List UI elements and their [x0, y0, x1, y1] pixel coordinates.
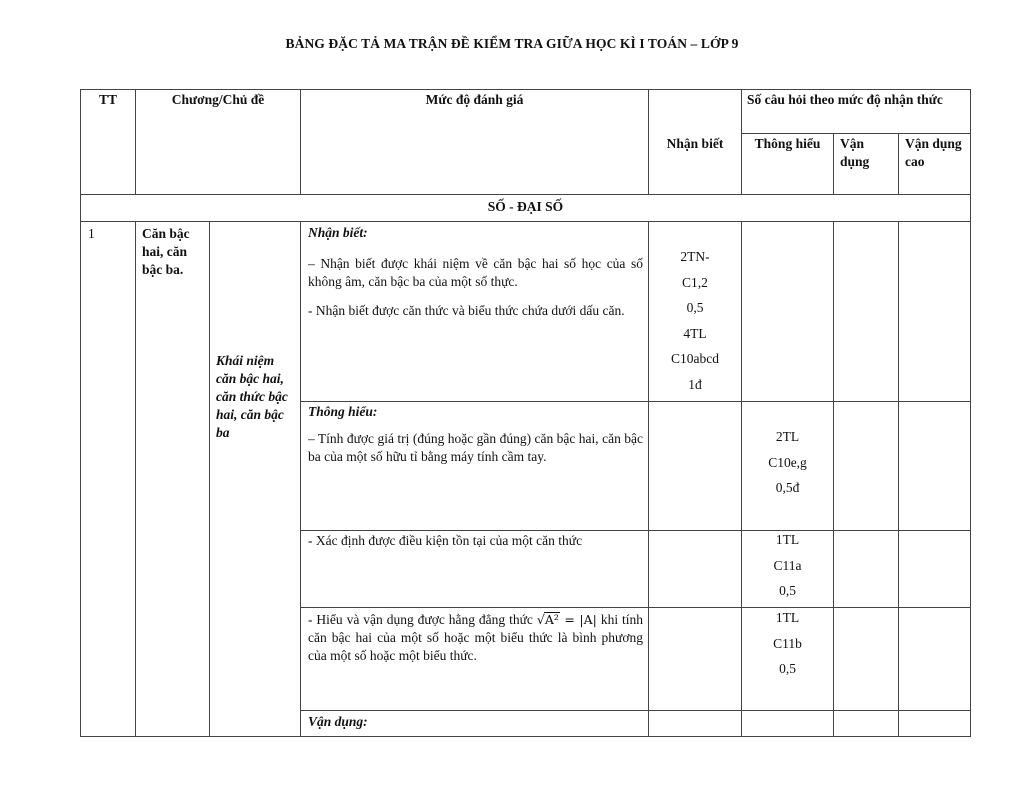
item-3-text-pre: - Hiểu và vận dụng được hằng đẳng thức	[308, 612, 533, 627]
thong-hieu-count-1	[742, 424, 833, 501]
header-nhan-biet: Nhận biết	[666, 136, 724, 151]
count-line: 0,5	[779, 661, 796, 676]
count-line: 1TL	[775, 610, 800, 625]
count-line: C10e,g	[768, 454, 807, 470]
formula-radicand: A²	[544, 612, 559, 627]
nhan-biet-item-2: - Nhận biết được căn thức và biểu thức chứa dưới dấu căn.	[308, 303, 625, 318]
row-number: 1	[88, 226, 95, 241]
header-van-dung: Vận dụng	[840, 136, 870, 169]
van-dung-heading: Vận dụng:	[308, 714, 368, 729]
count-line: 0,5đ	[775, 480, 800, 495]
count-line: 1TL	[775, 532, 800, 547]
sqrt-icon: √	[536, 612, 545, 627]
header-van-dung-cao: Vận dụng cao	[905, 136, 962, 169]
topic-name: Khái niệm căn bậc hai, căn thức bậc hai, căn bậc ba	[216, 353, 288, 440]
identity-formula	[537, 612, 597, 627]
count-line: 0,5	[686, 300, 704, 315]
item-3-text-post: khi tính căn bậc hai của một số hoặc một biểu thức là bình phương của một số hoặc một biểu thức.	[308, 612, 643, 663]
header-tt: TT	[98, 92, 117, 107]
count-line: C11b	[773, 635, 802, 651]
chapter-name: Căn bậc hai, căn bậc ba.	[142, 226, 190, 277]
count-line: C1,2	[682, 274, 708, 290]
header-muc-do-danh-gia: Mức độ đánh giá	[425, 92, 524, 107]
nhan-biet-item-1: – Nhận biết được khái niệm về căn bậc hai số học của số không âm, căn bậc ba của một số thực.	[308, 256, 643, 289]
thong-hieu-item-2: - Xác định được điều kiện tồn tại của một căn thức	[308, 533, 583, 548]
count-line: C10abcd	[671, 351, 719, 366]
count-line: 2TN-	[680, 249, 710, 264]
thong-hieu-count-3	[742, 605, 833, 682]
thong-hieu-count-2	[742, 527, 833, 604]
thong-hieu-item-1: – Tính được giá trị (đúng hoặc gần đúng) căn bậc hai, căn bậc ba của một số hữu tỉ bằng máy tính cầm tay.	[308, 431, 643, 464]
count-line: 1đ	[688, 376, 702, 392]
section-title: SỐ - ĐẠI SỐ	[487, 199, 564, 214]
count-line: 4TL	[683, 325, 707, 341]
formula-rhs: = |A|	[564, 612, 597, 627]
thong-hieu-heading: Thông hiểu:	[308, 404, 378, 419]
count-line: C11a	[773, 557, 802, 573]
nhan-biet-count	[649, 244, 741, 397]
nhan-biet-heading: Nhận biết:	[308, 225, 368, 240]
header-so-cau-hoi: Số câu hỏi theo mức độ nhận thức	[747, 92, 943, 107]
header-thong-hieu: Thông hiểu	[754, 136, 821, 151]
count-line: 2TL	[775, 429, 800, 444]
header-chuong-chu-de: Chương/Chủ đề	[171, 92, 265, 107]
document-title: BẢNG ĐẶC TẢ MA TRẬN ĐỀ KIỂM TRA GIỮA HỌC KÌ I TOÁN – LỚP 9	[285, 36, 739, 51]
count-line: 0,5	[779, 583, 796, 598]
thong-hieu-item-3	[308, 611, 643, 665]
